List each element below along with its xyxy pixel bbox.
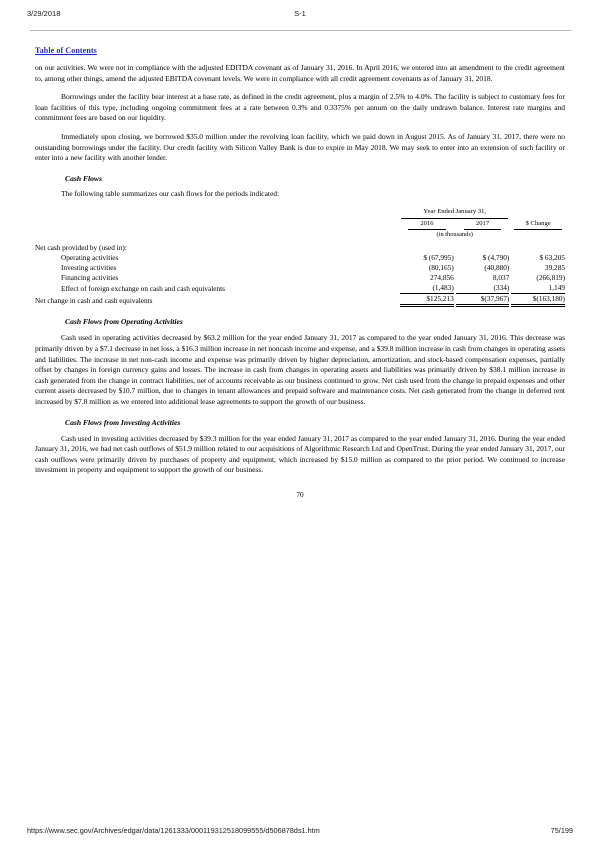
table-section-label-row bbox=[35, 243, 565, 253]
print-date: 3/29/2018 bbox=[27, 9, 61, 18]
header-dollar-change bbox=[511, 219, 565, 231]
spacer-cell bbox=[35, 207, 398, 219]
browser-print-footer bbox=[0, 826, 600, 838]
browser-print-header bbox=[0, 9, 600, 23]
cell-net-change-change: $(163,180) bbox=[511, 294, 565, 306]
cell-investing-change: 39,285 bbox=[544, 263, 565, 273]
spacer-cell bbox=[511, 230, 565, 240]
header-year-2016 bbox=[400, 219, 454, 231]
heading-operating-activities: Cash Flows from Operating Activities bbox=[65, 317, 183, 327]
cell-fx-2017: (334) bbox=[493, 283, 510, 293]
paragraph-table-intro: The following table summarizes our cash flows for the periods indicated: bbox=[61, 188, 280, 198]
empty-cell bbox=[456, 243, 510, 253]
source-url: https://www.sec.gov/Archives/edgar/data/1261333/000119312518099555/d506878ds1.htm bbox=[27, 826, 320, 835]
table-header-units-row bbox=[35, 230, 565, 240]
row-label-operating: Operating activities bbox=[61, 253, 119, 263]
heading-cash-flows: Cash Flows bbox=[65, 173, 102, 183]
cell-operating-change: $ 63,205 bbox=[539, 253, 565, 263]
table-row bbox=[35, 273, 565, 283]
row-label-financing: Financing activities bbox=[61, 273, 119, 283]
cell-operating-2017: $ (4,790) bbox=[482, 253, 510, 263]
header-year-2016-label: 2016 bbox=[408, 219, 446, 231]
cash-flow-table bbox=[35, 207, 565, 307]
page-indicator: 75/199 bbox=[550, 826, 573, 835]
header-year-2017 bbox=[456, 219, 510, 231]
paragraph-operating-activities: Cash used in operating activities decreased by $63.2 million for the year ended January 31, 2017 as compared to the year ended January 31, 2016. This decrease was primarily driven by a $7.1 decrease in net loss, a $16.3 million increase in net noncash income and expense, and a $39.8 million increase in cash from changes in operating assets and liabilities. The increase in net non-cash income and expense was primarily driven by higher depreciation, amortization, and stock-based compensation expenses, partially offset by changes in foreign currency gains and losses. The increase in cash from changes in operating assets and liabilities was primarily driven by $38.1 million increase in cash generated from the change in contract liabilities, net of accounts receivable as our business continued to grow. Net cash used from the change in prepaid expenses and other current assets decreased by $10.7 million, due to changes in tenant allowances and prepaid software and maintenance costs. Net cash generated from the change in deferred rent increased by $7.8 million as we entered into additional lease agreements to support the growth of our business. bbox=[35, 333, 565, 406]
paragraph-borrowings: Borrowings under the facility bear interest at a base rate, as defined in the credit agreement, plus a margin of 2.5% to 4.0%. The facility is subject to customary fees for loan facilities of this type, including ongoing commitment fees at a rate between 0.3% and 0.3375% per annum on the daily undrawn balance. Interest rate margins and commitment fees are based on our liquidity. bbox=[35, 92, 565, 123]
empty-cell bbox=[400, 243, 454, 253]
cell-fx-change: 1,149 bbox=[548, 283, 565, 293]
header-year-ended bbox=[400, 207, 509, 219]
table-row bbox=[35, 283, 565, 294]
document-page bbox=[35, 40, 565, 499]
document-title: S-1 bbox=[294, 9, 306, 18]
cell-net-change-2016: $125,213 bbox=[400, 294, 454, 306]
table-header-spanner-row bbox=[35, 207, 565, 219]
table-header-years-row bbox=[35, 219, 565, 231]
header-year-2017-label: 2017 bbox=[464, 219, 502, 231]
cell-financing-2016: 274,856 bbox=[430, 273, 454, 283]
row-label-investing: Investing activities bbox=[61, 263, 117, 273]
cell-operating-2016: $ (67,995) bbox=[423, 253, 454, 263]
row-label-fx-effect: Effect of foreign exchange on cash and cash equivalents bbox=[61, 283, 225, 293]
cell-fx-2016: (1,483) bbox=[432, 283, 454, 293]
table-row bbox=[35, 263, 565, 273]
page-number: 70 bbox=[296, 489, 304, 499]
spacer-cell bbox=[35, 219, 398, 231]
paragraph-closing: Immediately upon closing, we borrowed $35.0 million under the revolving loan facility, which we paid down in August 2015. As of January 31, 2017, there were no outstanding borrowings under the facility. Our credit facility with Silicon Valley Bank is due to expire in May 2018. We may seek to enter into an extension of such facility or enter into a new facility with another lender. bbox=[35, 131, 565, 163]
header-year-ended-label: Year Ended January 31, bbox=[401, 207, 508, 219]
header-units-note: (in thousands) bbox=[436, 231, 473, 239]
paragraph-investing-activities: Cash used in investing activities decreased by $39.3 million for the year ended January 31, 2017 as compared to the year ended January 31, 2016. During the year ended January 31, 2016, we had net cash outflows of $51.9 million related to our acquisitions of Algorithmic Research Ltd and OpenTrust. During the year ended January 31, 2017, our cash outflows were primarily driven by purchases of property and equipment, which increased by $15.0 million as compared to the prior period. We continued to increase investment in property and equipment to support the growth of our business. bbox=[35, 433, 565, 475]
row-label-section: Net cash provided by (used in): bbox=[35, 243, 127, 253]
cell-investing-2017: (40,880) bbox=[484, 263, 510, 273]
spacer-cell bbox=[511, 207, 565, 219]
table-of-contents-link[interactable]: Table of Contents bbox=[35, 46, 97, 55]
cell-investing-2016: (80,165) bbox=[428, 263, 454, 273]
row-label-net-change: Net change in cash and cash equivalents bbox=[35, 295, 153, 305]
table-total-row bbox=[35, 294, 565, 306]
cell-financing-2017: 8,037 bbox=[492, 273, 510, 283]
empty-cell bbox=[511, 243, 565, 253]
cash-flow-table-container bbox=[35, 207, 565, 307]
header-dollar-change-label: $ Change bbox=[514, 219, 562, 231]
spacer-cell bbox=[35, 230, 398, 240]
heading-investing-activities: Cash Flows from Investing Activities bbox=[65, 417, 181, 427]
cell-financing-change: (266,819) bbox=[536, 273, 565, 283]
table-row bbox=[35, 253, 565, 263]
paragraph-covenants: on our activities. We were not in compliance with the adjusted EDITDA covenant as of January 31, 2016. In April 2016, we entered into an amendment to the credit agreement to, among other things, amend the adjusted EBITDA covenant levels. We were in compliance with all credit agreement covenants as of January 31, 2018. bbox=[35, 63, 565, 83]
header-divider bbox=[30, 30, 571, 31]
cell-net-change-2017: $(37,967) bbox=[456, 294, 510, 306]
